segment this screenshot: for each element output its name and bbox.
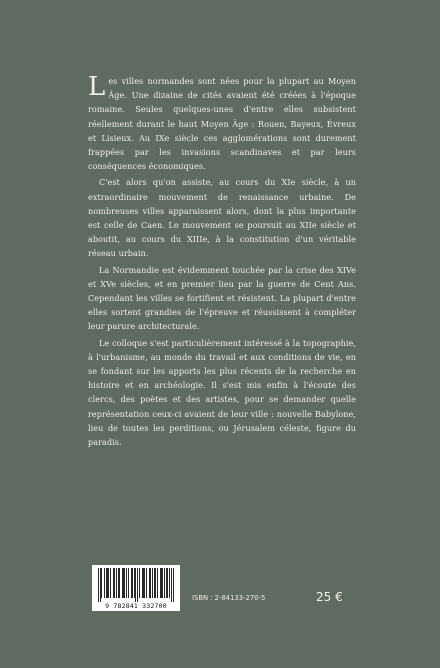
barcode-bar: [157, 568, 158, 598]
barcode-bar: [107, 568, 108, 598]
barcode-bar: [137, 568, 138, 602]
barcode-bar: [173, 568, 174, 602]
barcode-bar: [132, 568, 133, 598]
barcode-bar: [166, 568, 167, 598]
barcode-bar: [154, 568, 155, 598]
barcode-bar: [142, 568, 143, 598]
barcode-bar: [150, 568, 151, 598]
paragraph-1: [88, 74, 356, 173]
barcode-bar: [124, 568, 125, 598]
barcode-bar: [104, 568, 105, 598]
barcode-bar: [118, 568, 119, 598]
barcode-bar: [119, 568, 120, 598]
barcode-bar: [139, 568, 140, 598]
barcode-bar: [169, 568, 170, 598]
barcode-number: 9 782841 332700: [105, 602, 167, 610]
barcode-bar: [116, 568, 117, 598]
barcode-bar: [110, 568, 111, 598]
barcode-bars: [98, 568, 174, 602]
barcode-bar: [108, 568, 109, 598]
barcode-bar: [135, 568, 136, 602]
paragraph-2: C'est alors qu'on assiste, au cours du XIe siècle, à un extraordinaire mouvement de renaissance urbaine. De nombreuses villes apparaissent alors, dont la plus importante est celle de Caen. Le mouvement se poursuit au XIIe siècle et aboutit, au cours du XIIIe, à la constitution d'un véritable réseau urbain.: [88, 177, 356, 259]
isbn: ISBN : 2-84133-270-5: [192, 594, 266, 602]
barcode-bar: [101, 568, 102, 598]
barcode-bar: [100, 568, 101, 602]
barcode-bar: [131, 568, 132, 598]
barcode-bar: [123, 568, 124, 598]
barcode-bar: [122, 568, 123, 598]
barcode-bar: [114, 568, 115, 598]
barcode-bar: [161, 568, 162, 598]
barcode-bar: [167, 568, 168, 598]
paragraph-4: Le colloque s'est particulièrement intéressé à la topographie, à l'urbanisme, au monde du travail et aux conditions de vie, en se fondant sur les apports les plus récents de la recherche en histoire et en archéologie. Il s'est mis enfin à l'écoute des clercs, des poètes et des artistes, pour se demander quelle représentation ceux-ci avaient de leur ville : nouvelle Babylone, lieu de toutes les perditions, ou Jérusalem céleste, figure du paradis.: [88, 337, 356, 448]
barcode-bar: [134, 568, 135, 598]
barcode-bar: [162, 568, 163, 598]
barcode-bar: [113, 568, 114, 598]
barcode-bar: [146, 568, 147, 598]
barcode-bar: [144, 568, 145, 598]
barcode-bar: [128, 568, 129, 598]
barcode-bar: [160, 568, 161, 598]
barcode-bar: [126, 568, 127, 598]
barcode-bar: [155, 568, 156, 598]
paragraph-3: La Normandie est évidemment touchée par la crise des XIVe et XVe siècles, et en premier lieu par la guerre de Cent Ans. Cependant les villes se fortifient et résistent. La plupart d'entre elles sortent grandies de l'épreuve et réussissent à compléter leur parure architecturale.: [88, 264, 356, 332]
barcode-bar: [149, 568, 150, 598]
summary-text: [88, 74, 356, 451]
barcode-bar: [171, 568, 172, 602]
paragraph-1-text: es villes normandes sont nées pour la plupart au Moyen Âge. Une dizaine de cités avaient été créées à l'époque romaine. Seules quelques-unes d'entre elles subsistent réellement durant le haut Moyen Âge : Rouen, Bayeux, Évreux et Lisieux. Au IXe siècle ces agglomérations sont durement frappées par les invasions scandinaves et par leurs conséquences économiques.: [88, 76, 356, 172]
price: 25 €: [316, 590, 343, 604]
barcode-bar: [164, 568, 165, 598]
barcode-bar: [106, 568, 107, 598]
drop-cap: L: [88, 72, 106, 102]
barcode-bar: [98, 568, 99, 602]
barcode-bar: [152, 568, 153, 598]
barcode-bar: [143, 568, 144, 598]
barcode: [92, 565, 180, 611]
